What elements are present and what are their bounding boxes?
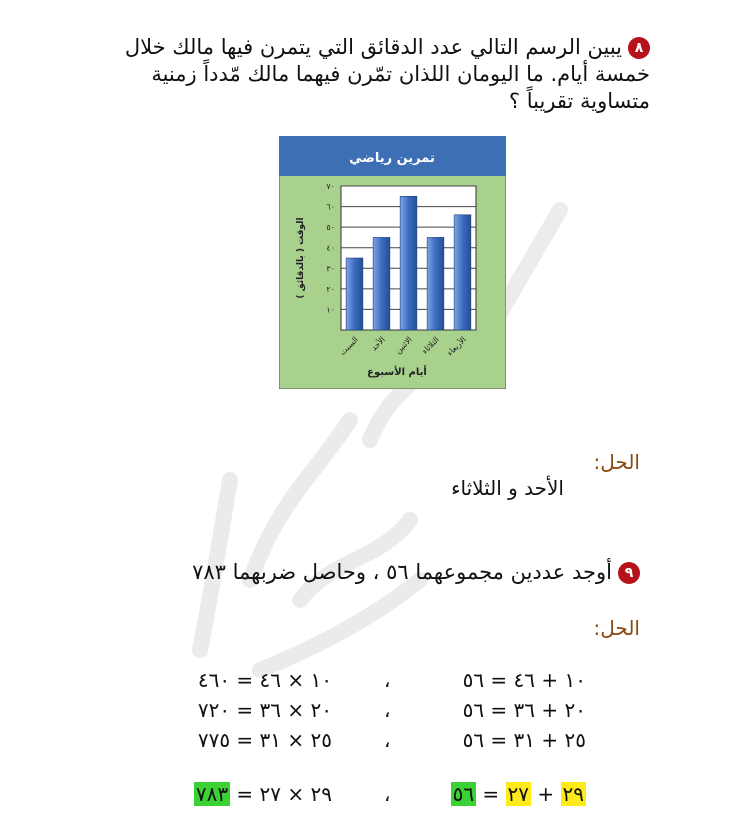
- x-tick-label: السبت: [337, 335, 360, 358]
- y-axis-label: الوقت ( بالدقائق ): [296, 217, 306, 299]
- final-product-row: [194, 782, 332, 806]
- y-tick-label: ٧٠: [326, 182, 335, 191]
- question-8: [110, 34, 650, 115]
- y-tick-label: ٤٠: [326, 243, 335, 253]
- product-row-1: ١٠ × ٤٦ = ٤٦٠: [197, 668, 332, 692]
- final-sum: ٥٦: [452, 782, 475, 806]
- bar-3: [400, 196, 417, 330]
- final-a: ٢٩: [562, 782, 584, 806]
- equals-sign: =: [482, 782, 500, 806]
- answer-q8: الأحد و الثلاثاء: [451, 476, 564, 500]
- y-tick-label: ٢٠: [326, 284, 335, 294]
- final-b: ٢٧: [507, 782, 530, 806]
- x-tick-label: الثلاثاء: [420, 335, 441, 356]
- question-number-badge: ٨: [628, 37, 650, 59]
- bar-4: [427, 237, 444, 330]
- separator: ،: [384, 698, 391, 722]
- separator: ،: [384, 668, 391, 692]
- question-number-badge: ٩: [618, 562, 640, 584]
- x-tick-label: الأحد: [369, 335, 387, 353]
- exercise-bar-chart: [279, 136, 506, 389]
- x-tick-label: الأربعاء: [445, 335, 468, 358]
- y-tick-label: ٣٠: [326, 264, 335, 274]
- chart-title: تمرين رياضي: [349, 151, 435, 166]
- question-8-text: يبين الرسم التالي عدد الدقائق التي يتمرن فيها مالك خلال خمسة أيام. ما اليومان اللذان تمّرن فيهما مالك مّدداً زمنية متساوية تقريباً ؟: [124, 35, 650, 113]
- solution-label: الحل:: [593, 450, 640, 474]
- sum-row-2: ٢٠ + ٣٦ = ٥٦: [462, 698, 586, 722]
- final-product: ٧٨٣: [195, 782, 229, 806]
- bar-5: [454, 215, 471, 330]
- question-9-text: أوجد عددين مجموعهما ٥٦ ، وحاصل ضربهما ٧٨٣: [192, 560, 612, 584]
- plus-sign: +: [537, 782, 555, 806]
- y-tick-label: ٦٠: [326, 202, 335, 212]
- solution-label-2: الحل:: [593, 616, 640, 640]
- separator: ،: [384, 728, 391, 752]
- product-row-3: ٢٥ × ٣١ = ٧٧٥: [197, 728, 332, 752]
- product-row-2: ٢٠ × ٣٦ = ٧٢٠: [197, 698, 332, 722]
- separator: ،: [384, 782, 391, 806]
- x-axis-label: أيام الأسبوع: [367, 367, 427, 378]
- equals-sign: =: [236, 782, 254, 806]
- bar-2: [373, 237, 390, 330]
- y-tick-label: ٥٠: [326, 223, 335, 233]
- sum-row-1: ١٠ + ٤٦ = ٥٦: [462, 668, 586, 692]
- times-sign: ×: [287, 782, 305, 806]
- question-9: [192, 560, 640, 584]
- bar-1: [346, 258, 363, 330]
- final-sum-row: [451, 782, 586, 806]
- x-tick-label: الاثنين: [393, 335, 414, 356]
- y-tick-label: ١٠: [326, 305, 335, 315]
- final-p1: ٢٩: [310, 782, 332, 806]
- sum-row-3: ٢٥ + ٣١ = ٥٦: [462, 728, 586, 752]
- final-p2: ٢٧: [259, 782, 282, 806]
